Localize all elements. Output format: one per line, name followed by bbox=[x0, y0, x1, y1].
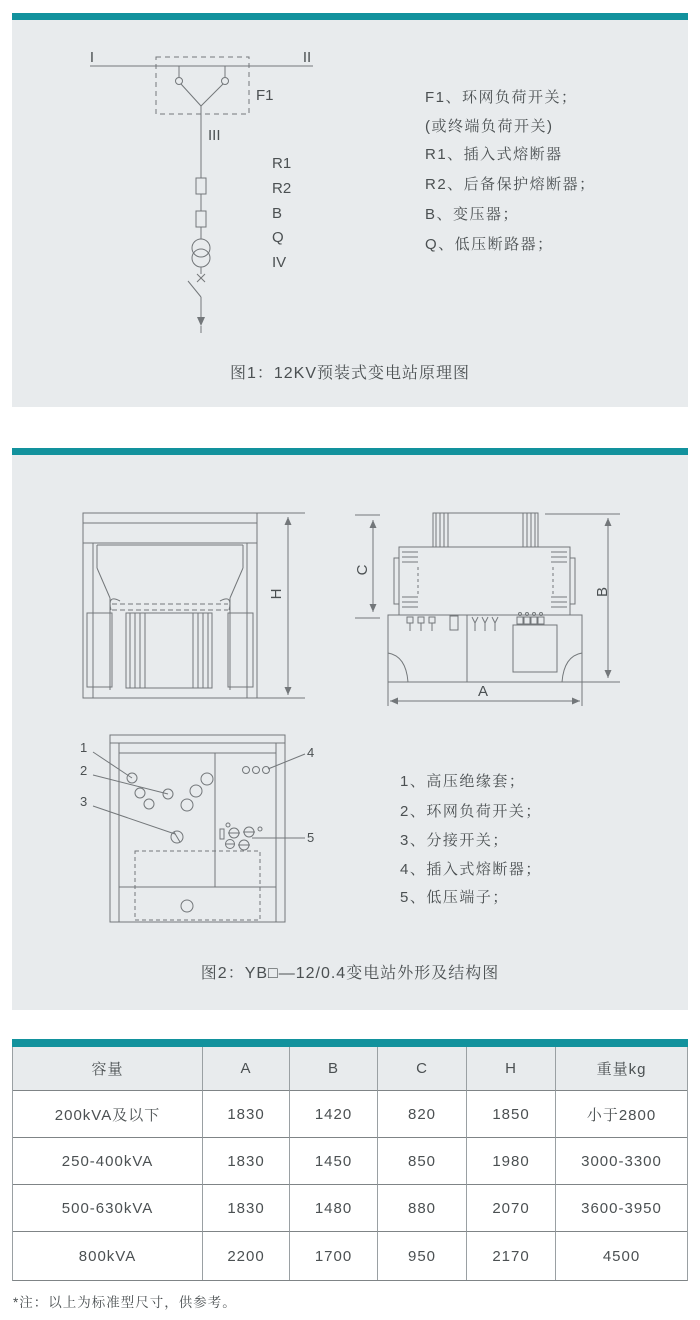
table-cell: 1850 bbox=[467, 1091, 556, 1138]
callout-3: 3 bbox=[80, 794, 88, 809]
table-cell: 1700 bbox=[290, 1232, 378, 1280]
legend-item-ring-switch: 2、环网负荷开关； bbox=[400, 803, 542, 820]
table-cell: 1420 bbox=[290, 1091, 378, 1138]
breaker-symbol bbox=[188, 267, 205, 317]
figure1-panel-body bbox=[12, 20, 688, 407]
table-cell: 1830 bbox=[203, 1091, 290, 1138]
table-cell: 1480 bbox=[290, 1185, 378, 1232]
col-header-h: H bbox=[467, 1047, 556, 1091]
label-incoming-i: I bbox=[89, 49, 95, 66]
table-cell: 820 bbox=[378, 1091, 467, 1138]
table-cell: 3600-3950 bbox=[556, 1185, 687, 1232]
legend-item-f1-alt: (或终端负荷开关) bbox=[425, 118, 554, 135]
figure1-schematic-svg bbox=[12, 20, 688, 407]
legend-item-plugin-fuse: 4、插入式熔断器； bbox=[400, 861, 542, 878]
table-cell: 3000-3300 bbox=[556, 1138, 687, 1185]
legend-item-lv-terminal: 5、低压端子； bbox=[400, 889, 509, 906]
label-q: Q bbox=[272, 229, 284, 246]
spec-table bbox=[12, 1039, 688, 1281]
callout-2: 2 bbox=[80, 763, 88, 778]
transformer-symbol bbox=[192, 239, 210, 267]
table-cell: 1980 bbox=[467, 1138, 556, 1185]
callout-5: 5 bbox=[307, 830, 315, 845]
col-header-a: A bbox=[203, 1047, 290, 1091]
figure1-accent-bar bbox=[12, 13, 688, 20]
figure2-panel bbox=[12, 448, 688, 1010]
legend-item-r1: R1、插入式熔断器 bbox=[425, 146, 563, 163]
table-cell: 2170 bbox=[467, 1232, 556, 1280]
figure1-caption: 图1：12KV预装式变电站原理图 bbox=[229, 365, 471, 382]
label-iii: III bbox=[208, 127, 221, 144]
structure-view-drawing bbox=[93, 735, 305, 922]
table-cell: 小于2800 bbox=[556, 1091, 687, 1138]
top-view-drawing bbox=[388, 513, 582, 682]
table-cell: 4500 bbox=[602, 1247, 641, 1265]
table-accent-bar bbox=[12, 1039, 688, 1047]
table-cell: 2200 bbox=[203, 1232, 290, 1280]
label-incoming-ii: II bbox=[302, 49, 312, 66]
footnote: *注：以上为标准型尺寸，供参考。 bbox=[13, 1295, 237, 1310]
dimension-h bbox=[257, 513, 305, 698]
outgoing-arrow bbox=[197, 317, 205, 333]
table-cell: 800kVA bbox=[13, 1232, 203, 1280]
dim-label-a: A bbox=[477, 683, 488, 700]
fuse-symbol-r1 bbox=[196, 178, 206, 194]
front-view-drawing bbox=[83, 513, 257, 698]
legend-item-f1: F1、环网负荷开关； bbox=[425, 89, 578, 106]
legend-item-bushing: 1、高压绝缘套； bbox=[400, 773, 526, 790]
legend-item-tap-switch: 3、分接开关； bbox=[400, 832, 509, 849]
table-cell: 2070 bbox=[467, 1185, 556, 1232]
table-cell: 500-630kVA bbox=[13, 1185, 203, 1232]
table-cell: 1830 bbox=[203, 1138, 290, 1185]
label-f1: F1 bbox=[256, 87, 274, 104]
figure2-drawings-svg bbox=[12, 455, 688, 1010]
table-cell: 250-400kVA bbox=[13, 1138, 203, 1185]
figure2-caption: 图2：YB□—12/0.4变电站外形及结构图 bbox=[200, 965, 500, 982]
spec-table-grid bbox=[12, 1047, 688, 1281]
label-r2: R2 bbox=[272, 180, 292, 197]
table-cell: 880 bbox=[378, 1185, 467, 1232]
label-iv: IV bbox=[272, 254, 287, 271]
table-cell: 850 bbox=[378, 1138, 467, 1185]
label-b: B bbox=[272, 205, 283, 222]
dim-label-b: B bbox=[594, 587, 611, 598]
callout-1: 1 bbox=[80, 740, 88, 755]
col-header-c: C bbox=[378, 1047, 467, 1091]
fuse-symbol-r2 bbox=[196, 211, 206, 227]
col-header-weight: 重量kg bbox=[556, 1047, 687, 1091]
figure2-accent-bar bbox=[12, 448, 688, 455]
table-cell: 1830 bbox=[203, 1185, 290, 1232]
figure1-panel bbox=[12, 13, 688, 407]
legend-item-r2: R2、后备保护熔断器； bbox=[425, 176, 596, 193]
table-cell: 200kVA及以下 bbox=[13, 1091, 203, 1138]
col-header-b: B bbox=[290, 1047, 378, 1091]
figure2-panel-body bbox=[12, 455, 688, 1010]
table-cell: 1450 bbox=[290, 1138, 378, 1185]
dim-label-h: H bbox=[268, 588, 285, 600]
col-header-capacity: 容量 bbox=[13, 1047, 203, 1091]
dim-label-c: C bbox=[354, 564, 371, 576]
table-cell: 950 bbox=[378, 1232, 467, 1280]
legend-item-b: B、变压器； bbox=[425, 206, 520, 223]
label-r1: R1 bbox=[272, 155, 292, 172]
legend-item-q: Q、低压断路器； bbox=[425, 236, 554, 253]
callout-4: 4 bbox=[307, 745, 315, 760]
